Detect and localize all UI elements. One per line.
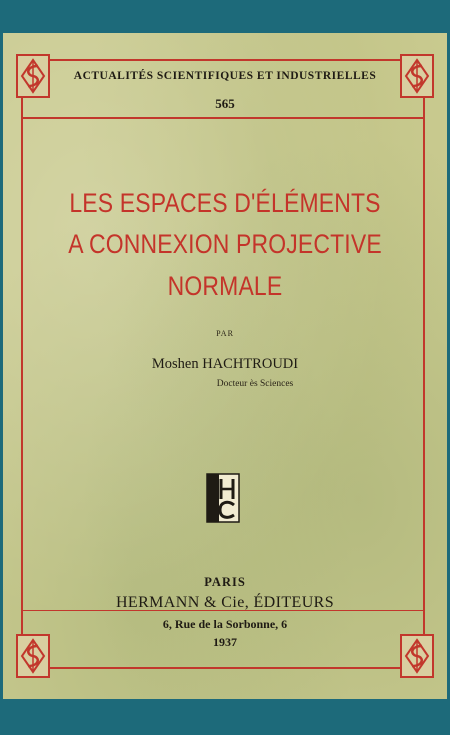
book-title-line-2: A CONNEXION PROJECTIVE — [68, 229, 382, 259]
book-title-line-3: NORMALE — [167, 271, 283, 301]
publisher-address: 6, Rue de la Sorbonne, 6 — [162, 617, 288, 631]
series-number: 565 — [215, 96, 235, 111]
publisher-monogram-icon — [206, 473, 240, 523]
author-name: Moshen HACHTROUDI — [151, 356, 299, 372]
series-title: ACTUALITÉS SCIENTIFIQUES ET INDUSTRIELLES — [73, 70, 377, 82]
author-degree: Docteur ès Sciences — [216, 379, 294, 389]
publication-city: PARIS — [204, 575, 246, 589]
book-cover — [3, 33, 447, 699]
publisher-name: HERMANN & Cie, ÉDITEURS — [115, 594, 335, 611]
book-title-line-1: LES ESPACES D'ÉLÉMENTS — [69, 188, 381, 218]
by-label: PAR — [216, 329, 234, 338]
publication-year: 1937 — [213, 635, 237, 649]
frame-top-rule — [23, 117, 423, 119]
